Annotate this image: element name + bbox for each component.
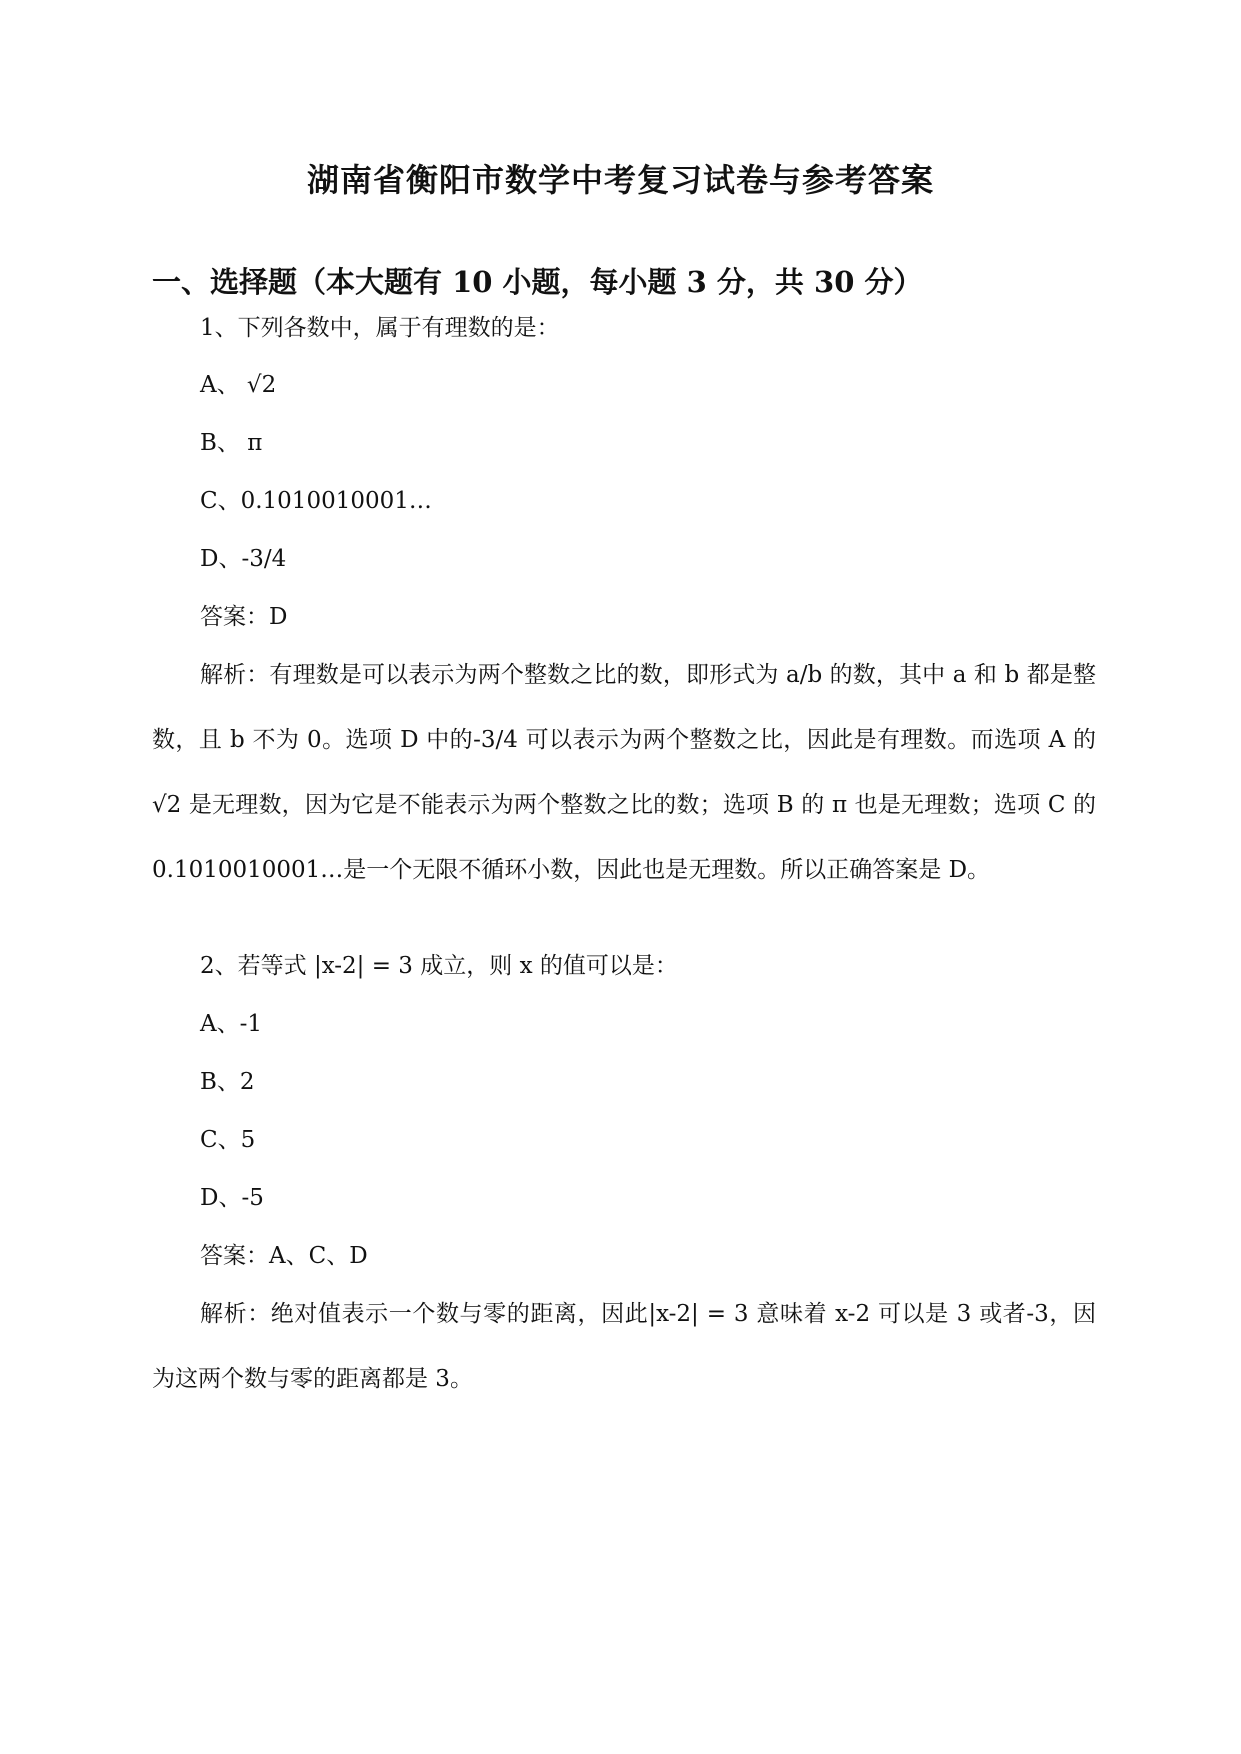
question-1-analysis: 解析：有理数是可以表示为两个整数之比的数，即形式为 a/b 的数，其中 a 和 b 都是整数，且 b 不为 0。选项 D 中的-3/4 可以表示为两个整数之比，因此是有理数。而选项 A 的 √2 是无理数，因为它是不能表示为两个整数之比的数；选项 B 的 π 也是无理数；选项 C 的 0.1010010001…是一个无限不循环小数，因此也是无理数。所以正确答案是 D。 (152, 662, 1096, 883)
question-1-answer: 答案：D (200, 604, 288, 630)
question-1-option-b: B、 π (200, 430, 263, 456)
question-1-stem: 1、下列各数中，属于有理数的是： (200, 315, 560, 341)
question-2-stem: 2、若等式 |x-2| = 3 成立，则 x 的值可以是： (200, 953, 678, 979)
question-2-option-d: D、-5 (200, 1185, 264, 1211)
question-1-option-a: A、 √2 (200, 372, 277, 398)
question-1-option-c: C、0.1010010001… (200, 488, 432, 514)
document-title: 湖南省衡阳市数学中考复习试卷与参考答案 (306, 161, 934, 199)
question-2-option-b: B、2 (200, 1069, 255, 1095)
question-2-option-a: A、-1 (200, 1011, 263, 1037)
question-1-option-d: D、-3/4 (200, 546, 287, 572)
question-2-answer: 答案：A、C、D (200, 1243, 368, 1269)
question-2-analysis: 解析：绝对值表示一个数与零的距离，因此|x-2| = 3 意味着 x-2 可以是 3 或者-3，因为这两个数与零的距离都是 3。 (152, 1301, 1096, 1392)
section-heading: 一、选择题（本大题有 10 小题，每小题 3 分，共 30 分） (152, 265, 923, 299)
question-2-option-c: C、5 (200, 1127, 256, 1153)
